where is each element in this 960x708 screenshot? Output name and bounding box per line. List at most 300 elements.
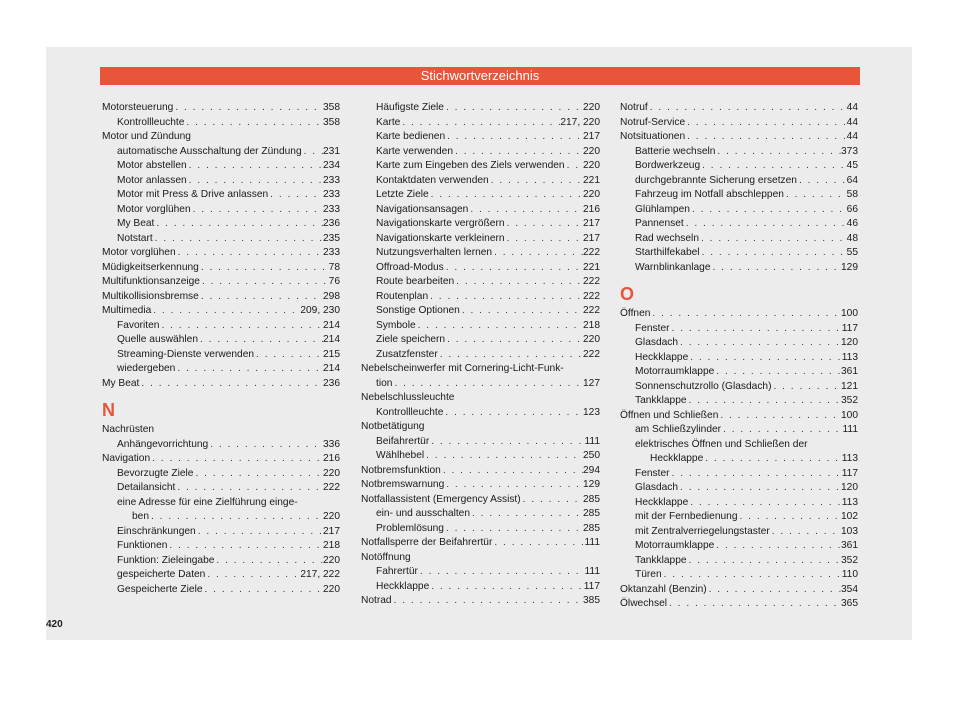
index-entry	[361, 203, 600, 218]
entry-page-ref: 120	[841, 337, 858, 348]
dot-leader	[175, 362, 323, 377]
index-entry	[361, 217, 600, 232]
entry-page-ref: 217	[323, 525, 340, 537]
index-entry	[620, 159, 858, 174]
section-letter: N	[102, 400, 115, 420]
index-entry	[102, 438, 340, 453]
entry-page-ref: 220	[583, 145, 600, 157]
entry-page-ref: 111	[584, 537, 600, 548]
index-heading	[361, 362, 600, 377]
index-entry	[361, 493, 600, 508]
entry-term: Route bearbeiten	[376, 276, 455, 287]
entry-page-ref: 294	[583, 464, 600, 476]
index-column-2	[361, 101, 600, 609]
dot-leader	[302, 145, 323, 160]
index-entry	[102, 188, 340, 203]
entry-term: Fenster	[635, 467, 670, 479]
dot-leader	[700, 246, 847, 261]
index-entry	[361, 188, 600, 203]
dot-leader	[187, 159, 323, 174]
entry-term: tion	[376, 377, 393, 389]
dot-leader	[770, 525, 841, 540]
dot-leader	[688, 351, 842, 366]
dot-leader	[149, 510, 323, 525]
entry-page-ref: 215	[323, 348, 340, 360]
entry-page-ref: 285	[583, 508, 600, 519]
entry-term: Heckklappe	[376, 580, 430, 592]
dot-leader	[685, 130, 847, 145]
dot-leader	[184, 116, 323, 131]
entry-page-ref: 113	[841, 351, 858, 363]
dot-leader	[454, 275, 583, 290]
dot-leader	[191, 203, 323, 218]
entry-page-ref: 102	[841, 511, 858, 522]
entry-page-ref: 44	[846, 131, 858, 142]
entry-page-ref: 216	[323, 453, 340, 464]
entry-page-ref: 233	[323, 189, 340, 200]
entry-page-ref: 250	[583, 450, 600, 461]
entry-term: Glasdach	[635, 482, 679, 493]
dot-leader	[714, 539, 841, 554]
index-entry	[102, 217, 340, 232]
dot-leader	[150, 452, 323, 467]
entry-page-ref: 358	[323, 116, 340, 128]
dot-leader	[721, 423, 842, 438]
dot-leader	[208, 438, 323, 453]
index-heading	[102, 496, 340, 511]
entry-page-ref: 220	[583, 160, 600, 171]
entry-term: Karte bedienen	[376, 131, 446, 142]
entry-term: Fenster	[635, 322, 670, 334]
entry-term: Routenplan	[376, 290, 429, 302]
entry-term: Tankklappe	[635, 554, 687, 566]
entry-term: Heckklappe	[650, 453, 704, 464]
index-entry	[620, 116, 858, 131]
entry-term: Motor abstellen	[117, 160, 187, 171]
index-entry	[102, 568, 340, 583]
entry-term: Problemlösung	[376, 522, 444, 534]
entry-page-ref: 45	[846, 160, 858, 171]
entry-page-ref: 373	[841, 145, 858, 157]
dot-leader	[687, 554, 841, 569]
index-entry	[620, 496, 858, 511]
entry-term: Multimedia	[102, 305, 152, 316]
index-entry	[620, 145, 858, 160]
entry-term: Müdigkeitserkennung	[102, 261, 199, 273]
index-entry	[102, 377, 340, 392]
entry-term: Motor und Zündung	[102, 131, 191, 142]
dot-leader	[684, 217, 847, 232]
index-entry	[102, 467, 340, 482]
dot-leader	[670, 322, 842, 337]
entry-term: Notruf-Service	[620, 116, 686, 128]
page-number: 420	[46, 619, 63, 630]
entry-term: Letzte Ziele	[376, 189, 429, 200]
entry-term: Glasdach	[635, 337, 679, 348]
entry-page-ref: 66	[846, 203, 858, 215]
dot-leader	[196, 525, 323, 540]
entry-term: Notöffnung	[361, 551, 411, 563]
index-entry	[361, 261, 600, 276]
index-entry	[620, 597, 858, 612]
entry-page-ref: 217, 222	[300, 569, 340, 580]
dot-leader	[214, 554, 323, 569]
dot-leader	[690, 203, 847, 218]
entry-page-ref: 120	[841, 482, 858, 493]
entry-term: My Beat	[102, 377, 140, 389]
dot-leader	[521, 493, 583, 508]
entry-term: Symbole	[376, 319, 416, 331]
index-entry	[361, 449, 600, 464]
entry-term: Karte	[376, 116, 401, 128]
entry-page-ref: 235	[323, 232, 340, 244]
index-entry	[620, 188, 858, 203]
index-entry	[620, 467, 858, 482]
dot-leader	[678, 336, 841, 351]
index-entry	[102, 510, 340, 525]
entry-term: Sonstige Optionen	[376, 305, 460, 316]
index-entry	[361, 333, 600, 348]
entry-term: Nutzungsverhalten lernen	[376, 247, 493, 258]
entry-term: Kontrollleuchte	[376, 406, 444, 418]
dot-leader	[445, 333, 583, 348]
index-entry	[361, 116, 600, 131]
index-entry	[620, 380, 858, 395]
dot-leader	[392, 377, 583, 392]
dot-leader	[489, 174, 583, 189]
index-entry	[620, 101, 858, 116]
dot-leader	[429, 580, 584, 595]
index-entry	[361, 464, 600, 479]
entry-page-ref: 220	[323, 511, 340, 522]
entry-term: mit der Fernbedienung	[635, 511, 738, 522]
entry-term: Notbetätigung	[361, 421, 425, 432]
dot-leader	[175, 481, 323, 496]
dot-leader	[193, 467, 323, 482]
dot-leader	[199, 261, 329, 276]
index-heading	[620, 438, 858, 453]
entry-page-ref: 352	[841, 395, 858, 406]
dot-leader	[444, 522, 583, 537]
index-entry	[620, 510, 858, 525]
dot-leader	[438, 348, 583, 363]
index-entry	[620, 568, 858, 583]
entry-term: Starthilfekabel	[635, 247, 700, 258]
dot-leader	[718, 409, 841, 424]
entry-page-ref: 222	[583, 290, 600, 302]
entry-page-ref: 354	[841, 583, 858, 595]
index-entry	[620, 525, 858, 540]
entry-page-ref: 222	[583, 276, 600, 287]
entry-term: Heckklappe	[635, 496, 689, 508]
index-column-1	[102, 101, 340, 597]
entry-page-ref: 365	[841, 598, 858, 609]
index-entry	[620, 365, 858, 380]
dot-leader	[187, 174, 323, 189]
entry-term: Nachrüsten	[102, 424, 155, 435]
entry-page-ref: 58	[846, 189, 858, 200]
index-entry	[361, 290, 600, 305]
entry-term: ben	[132, 511, 149, 522]
entry-page-ref: 100	[841, 308, 858, 319]
entry-term: Häufigste Ziele	[376, 102, 444, 113]
entry-page-ref: 217	[583, 131, 600, 142]
entry-page-ref: 217, 220	[560, 116, 600, 128]
entry-term: Karte verwenden	[376, 145, 454, 157]
index-entry	[620, 409, 858, 424]
entry-page-ref: 234	[323, 160, 340, 171]
index-column-3	[620, 101, 858, 612]
index-heading	[102, 130, 340, 145]
entry-term: Fahrzeug im Notfall abschleppen	[635, 189, 784, 200]
entry-page-ref: 64	[846, 174, 858, 186]
entry-page-ref: 220	[323, 467, 340, 479]
entry-page-ref: 111	[842, 424, 858, 435]
entry-term: Zusatzfenster	[376, 348, 438, 360]
entry-term: Pannenset	[635, 218, 684, 229]
entry-term: Türen	[635, 569, 662, 580]
index-entry	[102, 174, 340, 189]
entry-term: Funktionen	[117, 540, 168, 551]
entry-term: Notbremsfunktion	[361, 464, 441, 476]
index-entry	[102, 348, 340, 363]
index-heading	[361, 391, 600, 406]
entry-page-ref: 127	[583, 377, 600, 389]
dot-leader	[443, 406, 583, 421]
entry-page-ref: 100	[841, 409, 858, 421]
entry-page-ref: 285	[583, 493, 600, 505]
index-entry	[102, 525, 340, 540]
entry-term: Ölwechsel	[620, 598, 667, 609]
dot-leader	[453, 145, 583, 160]
entry-page-ref: 236	[323, 377, 340, 389]
entry-page-ref: 233	[323, 247, 340, 258]
entry-term: Quelle auswählen	[117, 334, 198, 345]
entry-term: eine Adresse für eine Zielführung einge-	[117, 496, 298, 508]
index-entry	[361, 406, 600, 421]
index-entry	[102, 145, 340, 160]
entry-term: Motor vorglühen	[102, 247, 176, 258]
entry-page-ref: 217	[583, 218, 600, 229]
entry-page-ref: 222	[583, 247, 600, 258]
entry-page-ref: 214	[323, 334, 340, 345]
index-entry	[361, 101, 600, 116]
index-entry	[620, 583, 858, 598]
dot-leader	[707, 583, 841, 598]
dot-leader	[205, 568, 300, 583]
entry-page-ref: 220	[583, 102, 600, 113]
index-entry	[620, 554, 858, 569]
entry-page-ref: 78	[328, 261, 340, 273]
index-entry	[620, 322, 858, 337]
entry-term: Tankklappe	[635, 395, 687, 406]
dot-leader	[441, 464, 583, 479]
dot-leader	[699, 232, 847, 247]
dot-leader	[687, 394, 841, 409]
index-entry	[361, 377, 600, 392]
index-entry	[361, 304, 600, 319]
dot-leader	[662, 568, 842, 583]
index-entry	[361, 130, 600, 145]
entry-page-ref: 44	[846, 116, 858, 128]
entry-term: Detailansicht	[117, 482, 176, 493]
entry-term: Favoriten	[117, 319, 160, 331]
dot-leader	[445, 130, 583, 145]
index-entry	[102, 319, 340, 334]
entry-page-ref: 236	[323, 218, 340, 229]
entry-term: Offroad-Modus	[376, 261, 444, 273]
entry-page-ref: 218	[583, 319, 600, 331]
entry-term: Fahrertür	[376, 566, 418, 577]
index-entry	[620, 130, 858, 145]
dot-leader	[771, 380, 841, 395]
dot-leader	[416, 319, 583, 334]
entry-page-ref: 103	[841, 525, 858, 537]
dot-leader	[738, 510, 841, 525]
index-entry	[620, 261, 858, 276]
index-entry	[620, 481, 858, 496]
dot-leader	[678, 481, 841, 496]
entry-term: Navigationskarte verkleinern	[376, 232, 505, 244]
entry-term: Funktion: Zieleingabe	[117, 554, 215, 566]
entry-term: Beifahrertür	[376, 435, 430, 447]
entry-page-ref: 117	[583, 580, 600, 592]
entry-term: Navigation	[102, 453, 151, 464]
index-entry	[620, 174, 858, 189]
entry-page-ref: 217	[583, 232, 600, 244]
dot-leader	[173, 101, 323, 116]
dot-leader	[650, 307, 841, 322]
dot-leader	[400, 116, 560, 131]
entry-page-ref: 111	[584, 435, 600, 447]
entry-term: Motorsteuerung	[102, 102, 174, 113]
index-entry	[361, 232, 600, 247]
entry-term: Streaming-Dienste verwenden	[117, 348, 255, 360]
index-entry	[102, 539, 340, 554]
index-entry	[620, 336, 858, 351]
index-entry	[102, 101, 340, 116]
dot-leader	[711, 261, 841, 276]
entry-page-ref: 113	[841, 453, 858, 464]
index-entry	[361, 580, 600, 595]
dot-leader	[492, 536, 584, 551]
index-entry	[620, 452, 858, 467]
dot-leader	[688, 496, 842, 511]
entry-term: Notfallsperre der Beifahrertür	[361, 537, 493, 548]
dot-leader	[268, 188, 323, 203]
index-entry	[620, 423, 858, 438]
dot-leader	[565, 159, 583, 174]
index-entry	[361, 145, 600, 160]
entry-term: Warnblinkanlage	[635, 261, 711, 273]
entry-term: durchgebrannte Sicherung ersetzen	[635, 174, 797, 186]
entry-term: Notfallassistent (Emergency Assist)	[361, 493, 521, 505]
dot-leader	[167, 539, 323, 554]
entry-term: Motorraumklappe	[635, 366, 715, 377]
entry-page-ref: 233	[323, 174, 340, 186]
dot-leader	[424, 449, 583, 464]
index-entry	[102, 261, 340, 276]
index-entry	[361, 536, 600, 551]
index-entry	[102, 452, 340, 467]
entry-term: Navigationsansagen	[376, 203, 469, 215]
entry-page-ref: 358	[323, 102, 340, 113]
dot-leader	[151, 304, 300, 319]
entry-term: Motor anlassen	[117, 174, 187, 186]
dot-leader	[797, 174, 847, 189]
dot-leader	[159, 319, 323, 334]
entry-page-ref: 129	[841, 261, 858, 273]
index-entry	[361, 565, 600, 580]
index-entry	[102, 246, 340, 261]
dot-leader	[429, 435, 584, 450]
entry-page-ref: 110	[841, 569, 858, 580]
entry-term: elektrisches Öffnen und Schließen der	[635, 438, 808, 450]
entry-term: Motorraumklappe	[635, 540, 715, 551]
entry-term: Kontrollleuchte	[117, 116, 185, 128]
entry-page-ref: 233	[323, 203, 340, 215]
index-entry	[102, 116, 340, 131]
index-entry	[620, 539, 858, 554]
index-entry	[102, 159, 340, 174]
dot-leader	[444, 101, 583, 116]
dot-leader	[199, 290, 323, 305]
index-entry	[361, 275, 600, 290]
entry-term: Navigationskarte vergrößern	[376, 218, 505, 229]
index-entry	[361, 348, 600, 363]
dot-leader	[429, 188, 583, 203]
entry-term: Kontaktdaten verwenden	[376, 174, 489, 186]
entry-term: Nebelschlussleuchte	[361, 392, 455, 403]
dot-leader	[203, 583, 323, 598]
entry-term: Sonnenschutzrollo (Glasdach)	[635, 380, 772, 392]
index-entry	[102, 481, 340, 496]
entry-page-ref: 285	[583, 522, 600, 534]
entry-page-ref: 48	[846, 232, 858, 244]
entry-page-ref: 361	[841, 540, 858, 551]
entry-page-ref: 117	[841, 322, 858, 334]
entry-term: Notruf	[620, 102, 648, 113]
entry-page-ref: 220	[583, 189, 600, 200]
entry-page-ref: 44	[846, 102, 858, 113]
entry-page-ref: 76	[328, 276, 340, 287]
entry-term: Notbremswarnung	[361, 479, 445, 490]
entry-page-ref: 123	[583, 406, 600, 418]
entry-term: Batterie wechseln	[635, 145, 716, 157]
entry-term: Anhängevorrichtung	[117, 438, 209, 450]
entry-term: Notsituationen	[620, 131, 686, 142]
entry-page-ref: 55	[846, 247, 858, 258]
entry-page-ref: 352	[841, 554, 858, 566]
dot-leader	[648, 101, 847, 116]
index-entry	[102, 290, 340, 305]
dot-leader	[198, 333, 323, 348]
entry-term: am Schließzylinder	[635, 424, 722, 435]
entry-page-ref: 220	[323, 583, 340, 595]
page-title: Stichwortverzeichnis	[100, 67, 860, 85]
index-entry	[361, 159, 600, 174]
index-entry	[361, 246, 600, 261]
dot-leader	[200, 275, 329, 290]
entry-page-ref: 121	[841, 380, 858, 392]
entry-term: Wählhebel	[376, 450, 425, 461]
index-heading	[102, 423, 340, 438]
entry-page-ref: 218	[323, 540, 340, 551]
index-entry	[361, 435, 600, 450]
section-letter: O	[620, 284, 635, 304]
entry-term: Motor mit Press & Drive anlassen	[117, 189, 269, 200]
entry-page-ref: 221	[583, 174, 600, 186]
